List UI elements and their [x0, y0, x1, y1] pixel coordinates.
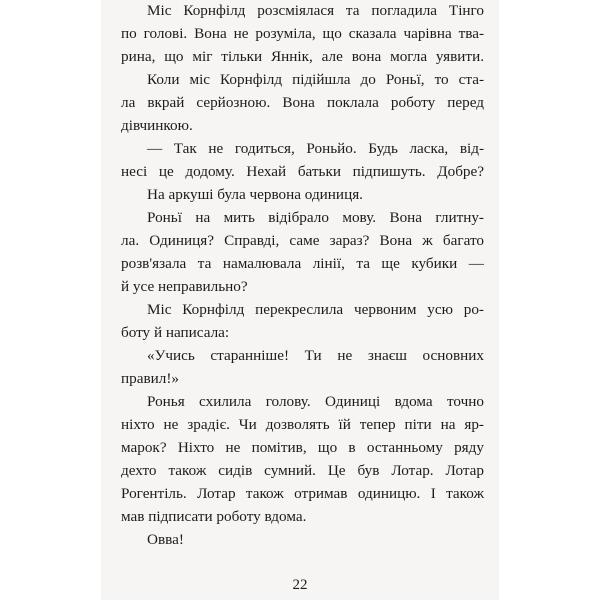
text-line-21: дехто також сидів сумний. Це був Лотар. Лотар: [121, 462, 484, 479]
text-line-9: На аркуші була червона одиниця.: [147, 186, 363, 203]
text-line-6: дівчинкою.: [121, 117, 193, 134]
text-line-19: ніхто не зрадіє. Чи дозволять їй тепер піти на яр-: [121, 416, 484, 433]
text-line-11: ла. Одиниця? Справді, саме зараз? Вона ж багато: [121, 232, 484, 249]
page-number: 22: [292, 577, 308, 593]
text-line-17: правил!»: [121, 370, 179, 387]
text-line-13: й усе неправильно?: [121, 278, 248, 295]
text-line-20: марок? Ніхто не помітив, що в останньому ряду: [121, 439, 484, 456]
book-page: [101, 0, 499, 600]
text-line-10: Роньї на мить відібрало мову. Вона глитну-: [147, 209, 484, 226]
text-line-23: мав підписати роботу вдома.: [121, 508, 307, 525]
text-line-22: Рогентіль. Лотар також отримав одиницю. І також: [121, 485, 484, 502]
text-line-5: ла вкрай серйозною. Вона поклала роботу перед: [121, 94, 484, 111]
text-line-18: Ронья схилила голову. Одиниці вдома точно: [147, 393, 484, 410]
text-line-4: Коли міс Корнфілд підійшла до Роньї, то ста-: [147, 71, 484, 88]
text-line-16: «Учись старанніше! Ти не знаєш основних: [147, 347, 484, 364]
text-line-1: Міс Корнфілд розсміялася та погладила Тінго: [147, 2, 484, 19]
text-line-7: — Так не годиться, Роньйо. Будь ласка, від-: [147, 140, 484, 157]
text-line-2: по голові. Вона не розуміла, що сказала чарівна тва-: [121, 25, 484, 42]
text-line-15: боту й написала:: [121, 324, 230, 341]
text-line-3: рина, що міг тільки Яннік, але вона могла уявити.: [121, 48, 484, 65]
text-line-24: Овва!: [147, 531, 184, 548]
text-line-14: Міс Корнфілд перекреслила червоним усю ро-: [147, 301, 484, 318]
text-line-12: розв'язала та намалювала лінії, та ще кубики —: [121, 255, 484, 272]
text-line-8: несi це додому. Нехай батьки підпишуть. Добре?: [121, 163, 484, 180]
